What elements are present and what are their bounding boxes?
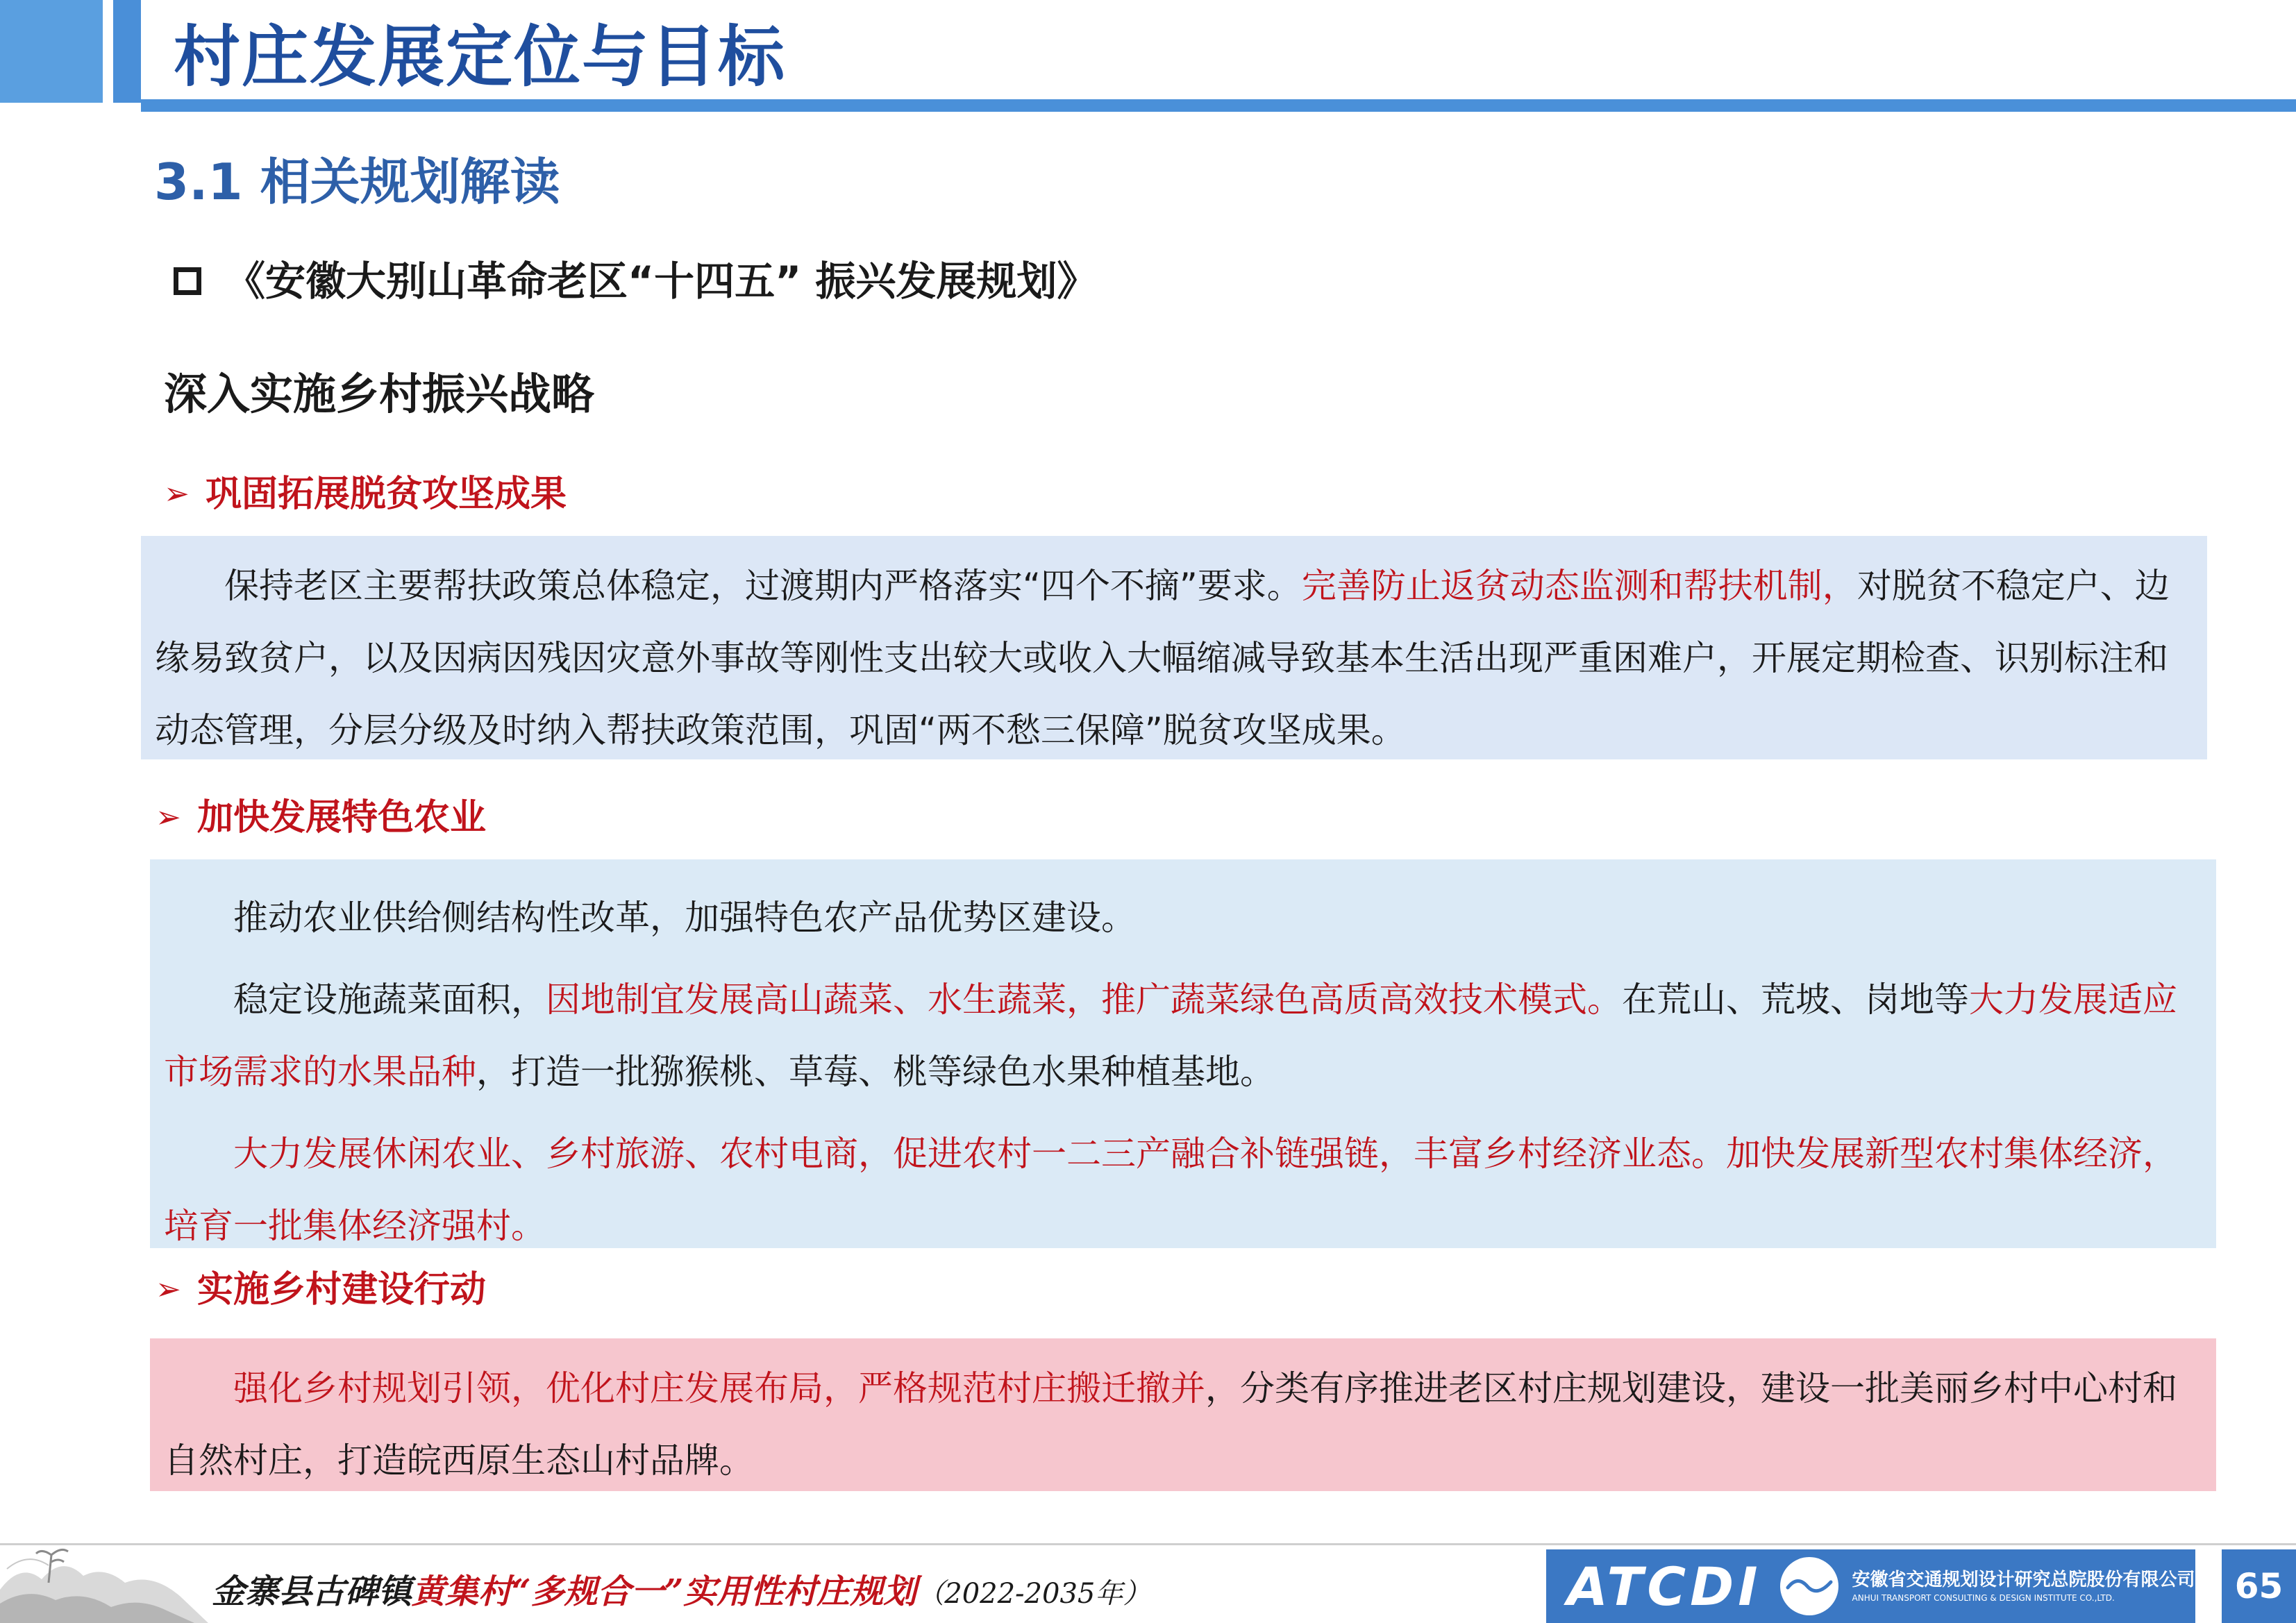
bullet-heading-text: 实施乡村建设行动	[197, 1269, 487, 1311]
bullet-heading-text: 加快发展特色农业	[197, 797, 487, 839]
paragraph	[155, 550, 2189, 766]
arrow-bullet-icon: ➢	[156, 1272, 181, 1307]
company-name	[1852, 1568, 2195, 1604]
page-number: 65	[2222, 1549, 2296, 1623]
content-box-construction	[150, 1338, 2216, 1491]
logo-wordmark: ATCDI	[1567, 1555, 1762, 1617]
header-accent-block	[0, 0, 103, 103]
company-logo	[1546, 1549, 2195, 1623]
arrow-bullet-icon: ➢	[156, 800, 181, 835]
page-title: 村庄发展定位与目标	[174, 18, 786, 96]
header-accent-bar	[113, 0, 141, 103]
logo-emblem-icon	[1780, 1557, 1838, 1615]
paragraph: 大力发展休闲农业、乡村旅游、农村电商，促进农村一二三产融合补链强链，丰富乡村经济业态。加快发展新型农村集体经济，培育一批集体经济强村。	[164, 1134, 2177, 1246]
bullet-heading-2	[156, 790, 486, 846]
text-span: 稳定设施蔬菜面积，	[233, 979, 546, 1020]
plan-title	[174, 250, 1097, 312]
content-box-agriculture	[150, 859, 2216, 1248]
footer-divider	[0, 1543, 2296, 1545]
header-underline	[141, 99, 2296, 112]
highlight-text: 强化乡村规划引领，优化村庄发展布局，严格规范村庄搬迁撤并	[233, 1368, 1205, 1408]
bullet-heading-3	[156, 1262, 486, 1318]
text-span: ，分类有序推进老区村庄规划建设，建设一批美丽乡村中心村和自然村庄，打造皖西原生态山村品牌。	[164, 1368, 2177, 1481]
content-box-poverty	[141, 536, 2207, 759]
highlight-text: 因地制宜发展高山蔬菜、水生蔬菜，推广蔬菜绿色高质高效技术模式。	[546, 979, 1622, 1020]
footer-location: 金寨县古碑镇	[212, 1572, 412, 1611]
checkbox-icon	[174, 267, 201, 295]
strategy-heading: 深入实施乡村振兴战略	[164, 369, 595, 419]
footer-years: （2022-2035年）	[916, 1578, 1151, 1610]
bullet-heading-1	[164, 466, 567, 522]
footer-project-title	[212, 1567, 1150, 1618]
highlight-text: 完善防止返贫动态监测和帮扶机制，	[1301, 566, 1857, 606]
footer-village: 黄集村“多规合一”实用性村庄规划	[412, 1572, 917, 1611]
highlight-text: 大力发展适应市场需求的水果品种	[164, 979, 2177, 1092]
arrow-bullet-icon: ➢	[164, 476, 190, 512]
text-span: 在荒山、荒坡、岗地等	[1622, 979, 1969, 1020]
paragraph	[164, 1352, 2198, 1497]
company-name-en: ANHUI TRANSPORT CONSULTING & DESIGN INSTITUTE CO.,LTD.	[1852, 1593, 2115, 1603]
plan-title-text: 《安徽大别山革命老区“十四五” 振兴发展规划》	[225, 258, 1098, 305]
text-span: 保持老区主要帮扶政策总体稳定，过渡期内严格落实“四个不摘”要求。	[224, 566, 1302, 606]
paragraph	[164, 964, 2198, 1108]
text-span: ，打造一批猕猴桃、草莓、桃等绿色水果种植基地。	[476, 1052, 1275, 1092]
section-title: 3.1 相关规划解读	[154, 153, 560, 211]
landscape-painting-icon	[0, 1513, 208, 1623]
text-span: 对脱贫不稳定户、边缘易致贫户，以及因病因残因灾意外事故等刚性支出较大或收入大幅缩减导致基本生活出现严重困难户，开展定期检查、识别标注和动态管理，分层分级及时纳入帮扶政策范围，巩固“两不愁三保障”脱贫攻坚成果。	[155, 566, 2170, 750]
bullet-heading-text: 巩固拓展脱贫攻坚成果	[206, 473, 567, 515]
company-name-cn: 安徽省交通规划设计研究总院股份有限公司	[1852, 1570, 2195, 1590]
paragraph: 推动农业供给侧结构性改革，加强特色农产品优势区建设。	[233, 898, 1136, 938]
